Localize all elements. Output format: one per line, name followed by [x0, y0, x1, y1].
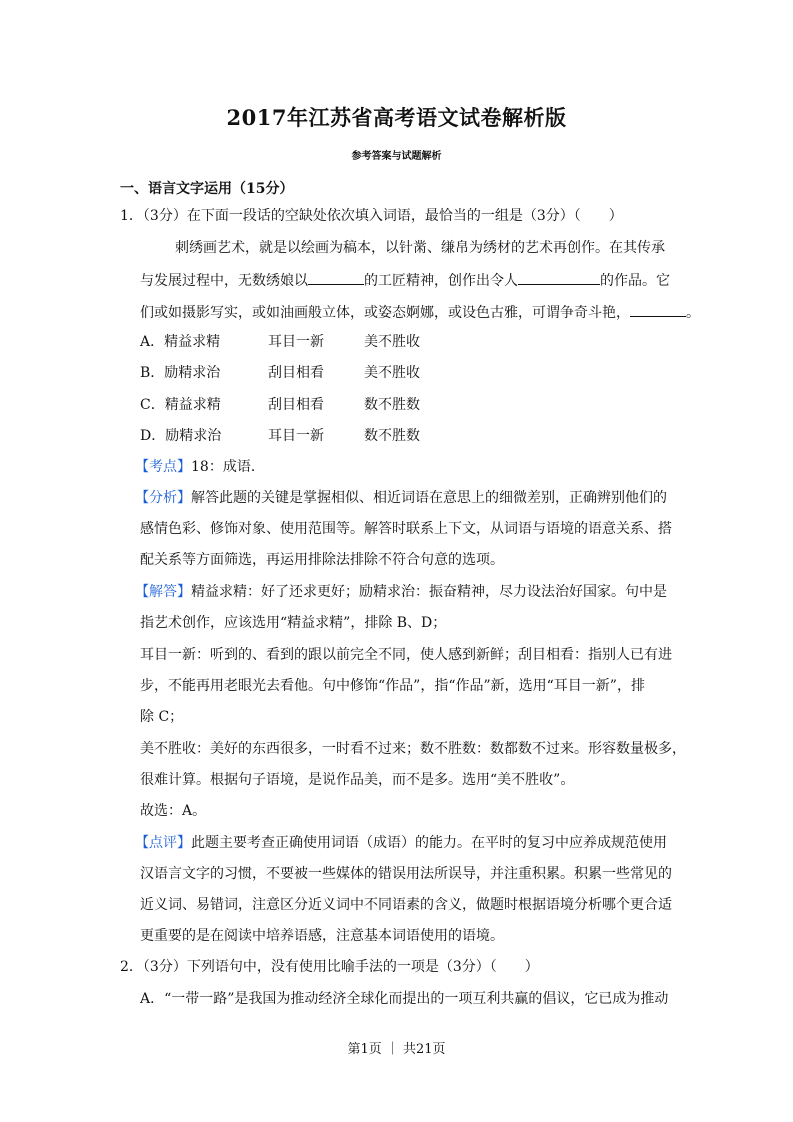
document-title: 2017年江苏省高考语文试卷解析版: [226, 105, 567, 130]
fenxi-tag: 【分析】: [135, 490, 191, 506]
option-label: A．精益求精: [140, 334, 221, 350]
dianping-line-1: [135, 833, 667, 853]
kaodian: [135, 457, 265, 477]
jieda-tag: 【解答】: [135, 584, 191, 600]
option-word: 美不胜收: [364, 334, 420, 350]
option-word: 耳目一新: [268, 334, 324, 350]
q2-stem: 2．（3分）下列语句中，没有使用比喻手法的一项是（3分）（ ）: [120, 959, 539, 975]
dianping-line-2: 汉语言文字的习惯，不要被一些媒体的错误用法所误导，并注重积累。积累一些常见的: [140, 866, 672, 882]
jieda-line-6: 美不胜收：美好的东西很多，一时看不过来；数不胜数：数都数不过来。形容数量极多，: [140, 741, 686, 757]
option-word: 耳目一新: [268, 428, 324, 444]
option-word: 刮目相看: [268, 397, 324, 413]
option-word: 数不胜数: [364, 397, 420, 413]
option-label: D．励精求治: [140, 428, 222, 444]
jieda-line-3: 耳目一新：听到的、看到的跟以前完全不同，使人感到新鲜；刮目相看：指别人已有进: [140, 647, 672, 663]
passage-text: 的工匠精神，创作出令人: [364, 273, 518, 289]
option-word: 美不胜收: [364, 365, 420, 381]
jieda-line-2: 指艺术创作，应该选用“精益求精”，排除 B、D；: [140, 615, 447, 631]
passage-text: 。: [686, 305, 700, 321]
jieda-text: 精益求精：好了还求更好；励精求治：振奋精神，尽力设法治好国家。句中是: [191, 584, 667, 600]
fenxi-line-3: 配关系等方面筛选，再运用排除法排除不符合句意的选项。: [140, 552, 504, 568]
fenxi-line-1: [135, 488, 667, 508]
q2-option-a: A．“一带一路”是我国为推动经济全球化而提出的一项互利共赢的倡议，它已成为推动: [140, 991, 669, 1007]
option-label: C．精益求精: [140, 397, 221, 413]
blank-1: [308, 270, 364, 285]
q1-stem: 1．（3分）在下面一段话的空缺处依次填入词语，最恰当的一组是（3分）（ ）: [120, 208, 623, 224]
blank-2: [518, 270, 600, 285]
document-subtitle: 参考答案与试题解析: [351, 151, 442, 162]
jieda-line-8: 故选：A。: [140, 803, 207, 819]
q1-passage-line-1: 刺绣画艺术，就是以绘画为稿本，以针黹、缣帛为绣材的艺术再创作。在其传承: [175, 240, 665, 256]
jieda-line-5: 除 C；: [140, 709, 184, 725]
section-heading: 一、语言文字运用（15分）: [120, 181, 294, 197]
dianping-line-4: 更重要的是在阅读中培养语感，注意基本词语使用的语境。: [140, 928, 504, 944]
q1-passage-line-2: [140, 270, 670, 291]
passage-text: 的作品。它: [600, 273, 670, 289]
dianping-text: 此题主要考查正确使用词语（成语）的能力。在平时的复习中应养成规范使用: [191, 835, 667, 851]
dianping-tag: 【点评】: [135, 835, 191, 851]
kaodian-tag: 【考点】: [135, 459, 191, 475]
fenxi-line-2: 感情色彩、修饰对象、使用范围等。解答时联系上下文，从词语与语境的语意关系、搭: [140, 521, 672, 537]
fenxi-text: 解答此题的关键是掌握相似、相近词语在意思上的细微差别，正确辨别他们的: [191, 490, 667, 506]
passage-text: 与发展过程中，无数绣娘以: [140, 273, 308, 289]
q1-passage-line-3: [140, 302, 700, 323]
dianping-line-3: 近义词、易错词，注意区分近义词中不同语素的含义，做题时根据语境分析哪个更合适: [140, 897, 672, 913]
option-word: 刮目相看: [268, 365, 324, 381]
jieda-line-4: 步，不能再用老眼光去看他。句中修饰“作品”，指“作品”新，选用“耳目一新”，排: [140, 678, 645, 694]
passage-text: 们或如摄影写实，或如油画般立体，或姿态婀娜，或设色古雅，可谓争奇斗艳，: [140, 305, 630, 321]
blank-3: [630, 302, 686, 317]
page-footer: 第1页 ｜ 共21页: [347, 1042, 446, 1057]
jieda-line-1: [135, 582, 667, 602]
option-word: 数不胜数: [364, 428, 420, 444]
option-label: B．励精求治: [140, 365, 221, 381]
kaodian-text: 18：成语．: [191, 459, 265, 475]
jieda-line-7: 很难计算。根据句子语境，是说作品美，而不是多。选用“美不胜收”。: [140, 772, 575, 788]
